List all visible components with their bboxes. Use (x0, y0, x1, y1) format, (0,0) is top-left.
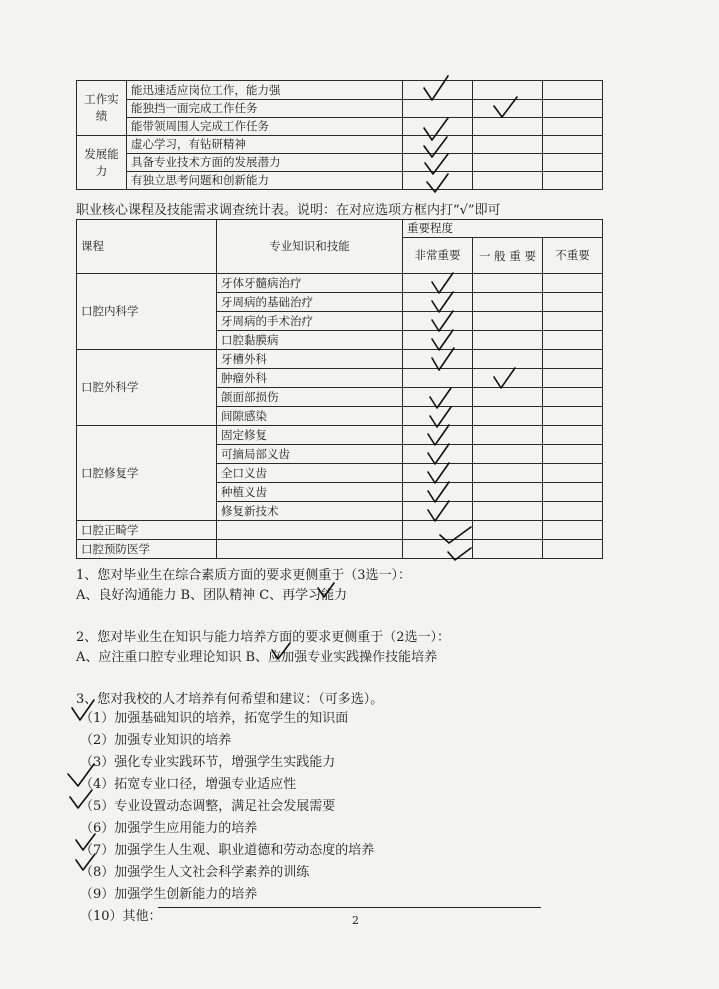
importance-cell[interactable] (543, 464, 603, 483)
importance-cell[interactable] (403, 407, 473, 426)
group-label: 工作实绩 (77, 81, 127, 136)
importance-cell[interactable] (543, 407, 603, 426)
importance-cell[interactable] (403, 445, 473, 464)
rating-cell[interactable] (473, 154, 543, 172)
skill-name: 颌面部损伤 (217, 388, 403, 407)
other-input-line[interactable] (158, 906, 541, 908)
importance-cell[interactable] (403, 483, 473, 502)
skill-name: 可摘局部义齿 (217, 445, 403, 464)
skill-name: 牙体牙髓病治疗 (217, 274, 403, 293)
skill-name: 牙周病的手术治疗 (217, 312, 403, 331)
importance-cell[interactable] (473, 483, 543, 502)
header-skill: 专业知识和技能 (217, 220, 403, 274)
question-2: 2、您对毕业生在知识与能力培养方面的要求更侧重于（2选一）： (76, 630, 451, 645)
rating-cell[interactable] (543, 154, 603, 172)
importance-cell[interactable] (403, 312, 473, 331)
course-name: 口腔外科学 (77, 350, 217, 426)
rating-cell[interactable] (403, 154, 473, 172)
importance-cell[interactable] (473, 388, 543, 407)
importance-cell[interactable] (543, 350, 603, 369)
skill-name: 种植义齿 (217, 483, 403, 502)
rating-cell[interactable] (473, 136, 543, 154)
rating-cell[interactable] (403, 100, 473, 118)
rating-cell[interactable] (543, 100, 603, 118)
importance-cell[interactable] (543, 540, 603, 559)
group-label: 发展能力 (77, 136, 127, 190)
header-importance: 重要程度 (403, 220, 603, 238)
importance-cell[interactable] (543, 312, 603, 331)
skill-name: 牙周病的基础治疗 (217, 293, 403, 312)
skill-name: 全口义齿 (217, 464, 403, 483)
rating-cell[interactable] (473, 81, 543, 100)
importance-cell[interactable] (403, 426, 473, 445)
criterion-text: 能迅速适应岗位工作，能力强 (127, 81, 403, 100)
importance-cell[interactable] (403, 331, 473, 350)
question-1: 1、您对毕业生在综合素质方面的要求更侧重于（3选一）： (76, 568, 412, 583)
importance-cell[interactable] (403, 540, 473, 559)
suggestion-option[interactable]: （7）加强学生人生观、职业道德和劳动态度的培养 (80, 843, 375, 858)
header-very-important: 非常重要 (403, 238, 473, 274)
rating-cell[interactable] (403, 136, 473, 154)
course-name: 口腔内科学 (77, 274, 217, 350)
importance-cell[interactable] (473, 426, 543, 445)
rating-cell[interactable] (543, 172, 603, 190)
importance-cell[interactable] (473, 331, 543, 350)
course-name: 口腔预防医学 (77, 540, 217, 559)
header-course: 课程 (77, 220, 217, 274)
suggestion-option-other[interactable]: （10）其他： (80, 909, 162, 924)
rating-cell[interactable] (543, 118, 603, 136)
importance-cell[interactable] (473, 521, 543, 540)
importance-cell[interactable] (473, 369, 543, 388)
importance-cell[interactable] (473, 502, 543, 521)
importance-cell[interactable] (473, 312, 543, 331)
importance-cell[interactable] (543, 445, 603, 464)
importance-cell[interactable] (473, 445, 543, 464)
skill-name: 间隙感染 (217, 407, 403, 426)
evaluation-table (76, 80, 603, 190)
criterion-text: 具备专业技术方面的发展潜力 (127, 154, 403, 172)
course-name: 口腔修复学 (77, 426, 217, 521)
suggestion-option[interactable]: （4）拓宽专业口径，增强专业适应性 (80, 777, 297, 792)
course-name: 口腔正畸学 (77, 521, 217, 540)
table-instruction: 职业核心课程及技能需求调查统计表。说明：在对应选项方框内打“√”即可 (76, 203, 501, 218)
criterion-text: 虚心学习，有钻研精神 (127, 136, 403, 154)
importance-cell[interactable] (403, 293, 473, 312)
importance-cell[interactable] (473, 540, 543, 559)
importance-cell[interactable] (543, 521, 603, 540)
importance-cell[interactable] (473, 350, 543, 369)
importance-cell[interactable] (543, 483, 603, 502)
importance-cell[interactable] (403, 350, 473, 369)
criterion-text: 能独挡一面完成工作任务 (127, 100, 403, 118)
importance-cell[interactable] (473, 407, 543, 426)
skill-name: 肿瘤外科 (217, 369, 403, 388)
suggestion-option[interactable]: （6）加强学生应用能力的培养 (80, 821, 258, 836)
importance-cell[interactable] (543, 293, 603, 312)
suggestion-option[interactable]: （1）加强基础知识的培养，拓宽学生的知识面 (80, 711, 349, 726)
rating-cell[interactable] (473, 100, 543, 118)
importance-cell[interactable] (473, 293, 543, 312)
importance-cell[interactable] (543, 426, 603, 445)
suggestion-option[interactable]: （3）强化专业实践环节，增强学生实践能力 (80, 755, 336, 770)
skill-name: 牙槽外科 (217, 350, 403, 369)
rating-cell[interactable] (403, 172, 473, 190)
importance-cell[interactable] (403, 464, 473, 483)
suggestion-option[interactable]: （5）专业设置动态调整，满足社会发展需要 (80, 799, 336, 814)
skill-name: 口腔黏膜病 (217, 331, 403, 350)
importance-cell[interactable] (543, 502, 603, 521)
importance-cell[interactable] (543, 274, 603, 293)
rating-cell[interactable] (403, 81, 473, 100)
rating-cell[interactable] (543, 136, 603, 154)
suggestion-option[interactable]: （8）加强学生人文社会科学素养的训练 (80, 865, 310, 880)
course-skill-table (76, 219, 603, 559)
importance-cell[interactable] (403, 274, 473, 293)
rating-cell[interactable] (403, 118, 473, 136)
suggestion-option[interactable]: （2）加强专业知识的培养 (80, 733, 232, 748)
importance-cell[interactable] (403, 369, 473, 388)
rating-cell[interactable] (473, 118, 543, 136)
importance-cell[interactable] (543, 369, 603, 388)
importance-cell[interactable] (543, 331, 603, 350)
criterion-text: 有独立思考问题和创新能力 (127, 172, 403, 190)
importance-cell[interactable] (403, 388, 473, 407)
importance-cell[interactable] (403, 521, 473, 540)
importance-cell[interactable] (543, 388, 603, 407)
question-2-options[interactable]: A、应注重口腔专业理论知识 B、应加强专业实践操作技能培养 (76, 650, 438, 665)
criterion-text: 能带领周围人完成工作任务 (127, 118, 403, 136)
importance-cell[interactable] (473, 274, 543, 293)
rating-cell[interactable] (473, 172, 543, 190)
importance-cell[interactable] (403, 502, 473, 521)
rating-cell[interactable] (543, 81, 603, 100)
suggestion-option[interactable]: （9）加强学生创新能力的培养 (80, 887, 258, 902)
skill-name: 修复新技术 (217, 502, 403, 521)
header-not-important: 不重要 (543, 238, 603, 274)
page-number: 2 (352, 914, 359, 927)
question-3: 3、您对我校的人才培养有何希望和建议：（可多选）。 (76, 692, 384, 707)
question-1-options[interactable]: A、良好沟通能力 B、团队精神 C、再学习能力 (76, 588, 348, 603)
skill-name: 固定修复 (217, 426, 403, 445)
importance-cell[interactable] (473, 464, 543, 483)
header-general-important: 一 般 重 要 (473, 238, 543, 274)
